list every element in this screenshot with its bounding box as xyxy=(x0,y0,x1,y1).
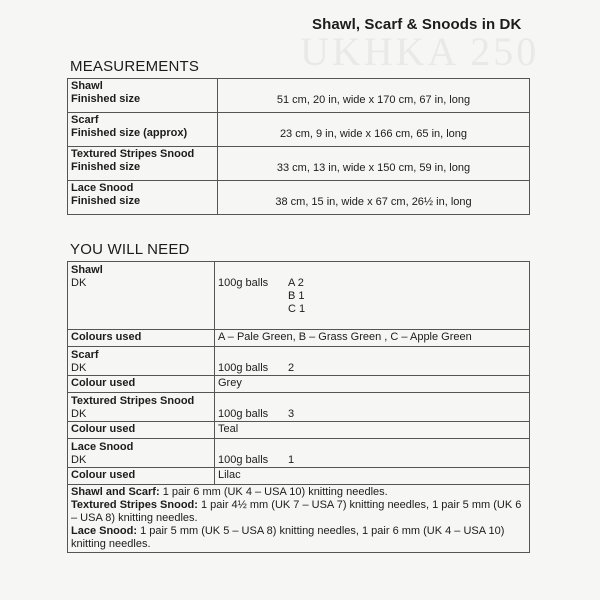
yarn-weight: DK xyxy=(71,277,87,289)
balls-label: 100g balls xyxy=(218,454,269,466)
yarn-weight: DK xyxy=(71,408,87,420)
balls-count: B 1 xyxy=(288,290,305,302)
item-label: Finished size (approx) xyxy=(71,127,188,139)
needles-label: Textured Stripes Snood: xyxy=(71,499,198,511)
table-row xyxy=(68,439,530,468)
table-row xyxy=(68,347,530,376)
item-label: Finished size xyxy=(71,93,141,105)
you-will-need-table xyxy=(67,261,530,553)
textured-snood-balls-cell xyxy=(215,393,530,422)
colour-label-cell xyxy=(68,330,215,347)
table-row xyxy=(68,422,530,439)
document-title: Shawl, Scarf & Snoods in DK xyxy=(312,16,522,33)
balls-count: A 2 xyxy=(288,277,304,289)
balls-label: 100g balls xyxy=(218,362,269,374)
table-row xyxy=(68,330,530,347)
watermark: UKHKA 250 xyxy=(300,29,540,74)
table-row xyxy=(68,262,530,330)
scarf-label-cell xyxy=(68,347,215,376)
colour-label-cell xyxy=(68,376,215,393)
table-row xyxy=(68,376,530,393)
balls-count: 2 xyxy=(288,362,295,374)
table-row xyxy=(68,113,530,147)
needles-label: Lace Snood: xyxy=(71,525,138,537)
yarn-weight: DK xyxy=(71,454,87,466)
table-row xyxy=(68,181,530,215)
item-name: Scarf xyxy=(71,114,99,126)
measurements-heading: MEASUREMENTS xyxy=(70,58,200,75)
item-name: Lace Snood xyxy=(71,441,134,453)
item-label: Finished size xyxy=(71,161,141,173)
colour-label: Colour used xyxy=(71,423,136,435)
item-name: Shawl xyxy=(71,80,103,92)
colour-label: Colours used xyxy=(71,331,142,343)
balls-label: 100g balls xyxy=(218,408,269,420)
colour-value-cell xyxy=(215,330,530,347)
needles-lace-snood xyxy=(71,525,526,551)
measurement-value: 33 cm, 13 in, wide x 150 cm, 59 in, long xyxy=(218,147,530,181)
needles-text: 1 pair 6 mm (UK 4 – USA 10) knitting needles. xyxy=(159,486,388,498)
colour-value: Lilac xyxy=(218,469,241,481)
measurement-value: 51 cm, 20 in, wide x 170 cm, 67 in, long xyxy=(218,79,530,113)
colour-value-cell xyxy=(215,376,530,393)
item-name: Scarf xyxy=(71,349,99,361)
needles-cell xyxy=(68,485,530,553)
measurement-label-cell xyxy=(68,181,218,215)
colour-label-cell xyxy=(68,422,215,439)
needles-shawl-scarf xyxy=(71,486,526,499)
needles-text: 1 pair 5 mm (UK 5 – USA 8) knitting needles, 1 pair 6 mm (UK 4 – USA 10) knitting needles. xyxy=(71,525,505,550)
lace-snood-label-cell xyxy=(68,439,215,468)
balls-count: 1 xyxy=(288,454,295,466)
measurement-label-cell xyxy=(68,113,218,147)
table-row xyxy=(68,468,530,485)
item-name: Textured Stripes Snood xyxy=(71,395,195,407)
table-row xyxy=(68,485,530,553)
colour-label: Colour used xyxy=(71,469,136,481)
balls-count: 3 xyxy=(288,408,295,420)
colour-value-cell xyxy=(215,468,530,485)
table-row xyxy=(68,393,530,422)
colour-label-cell xyxy=(68,468,215,485)
colour-label: Colour used xyxy=(71,377,136,389)
shawl-label-cell xyxy=(68,262,215,330)
measurement-value: 38 cm, 15 in, wide x 67 cm, 26½ in, long xyxy=(218,181,530,215)
needles-textured-snood xyxy=(71,499,526,525)
textured-snood-label-cell xyxy=(68,393,215,422)
item-name: Shawl xyxy=(71,264,103,276)
needles-text: 1 pair 4½ mm (UK 7 – USA 7) knitting needles, 1 pair 5 mm (UK 6 – USA 8) knitting needles. xyxy=(71,499,522,524)
colour-value: Grey xyxy=(218,377,242,389)
measurements-table xyxy=(67,78,530,215)
colour-value-cell xyxy=(215,422,530,439)
measurement-value: 23 cm, 9 in, wide x 166 cm, 65 in, long xyxy=(218,113,530,147)
lace-snood-balls-cell xyxy=(215,439,530,468)
colour-value: Teal xyxy=(218,423,239,435)
measurement-label-cell xyxy=(68,147,218,181)
colour-value: A – Pale Green, B – Grass Green , C – Apple Green xyxy=(218,331,472,343)
table-row xyxy=(68,147,530,181)
shawl-balls-cell xyxy=(215,262,530,330)
table-row xyxy=(68,79,530,113)
measurement-label-cell xyxy=(68,79,218,113)
item-label: Finished size xyxy=(71,195,141,207)
scarf-balls-cell xyxy=(215,347,530,376)
item-name: Textured Stripes Snood xyxy=(71,148,195,160)
balls-count: C 1 xyxy=(288,303,306,315)
you-will-need-heading: YOU WILL NEED xyxy=(70,241,190,258)
item-name: Lace Snood xyxy=(71,182,134,194)
balls-label: 100g balls xyxy=(218,277,269,289)
needles-label: Shawl and Scarf: xyxy=(71,486,160,498)
yarn-weight: DK xyxy=(71,362,87,374)
